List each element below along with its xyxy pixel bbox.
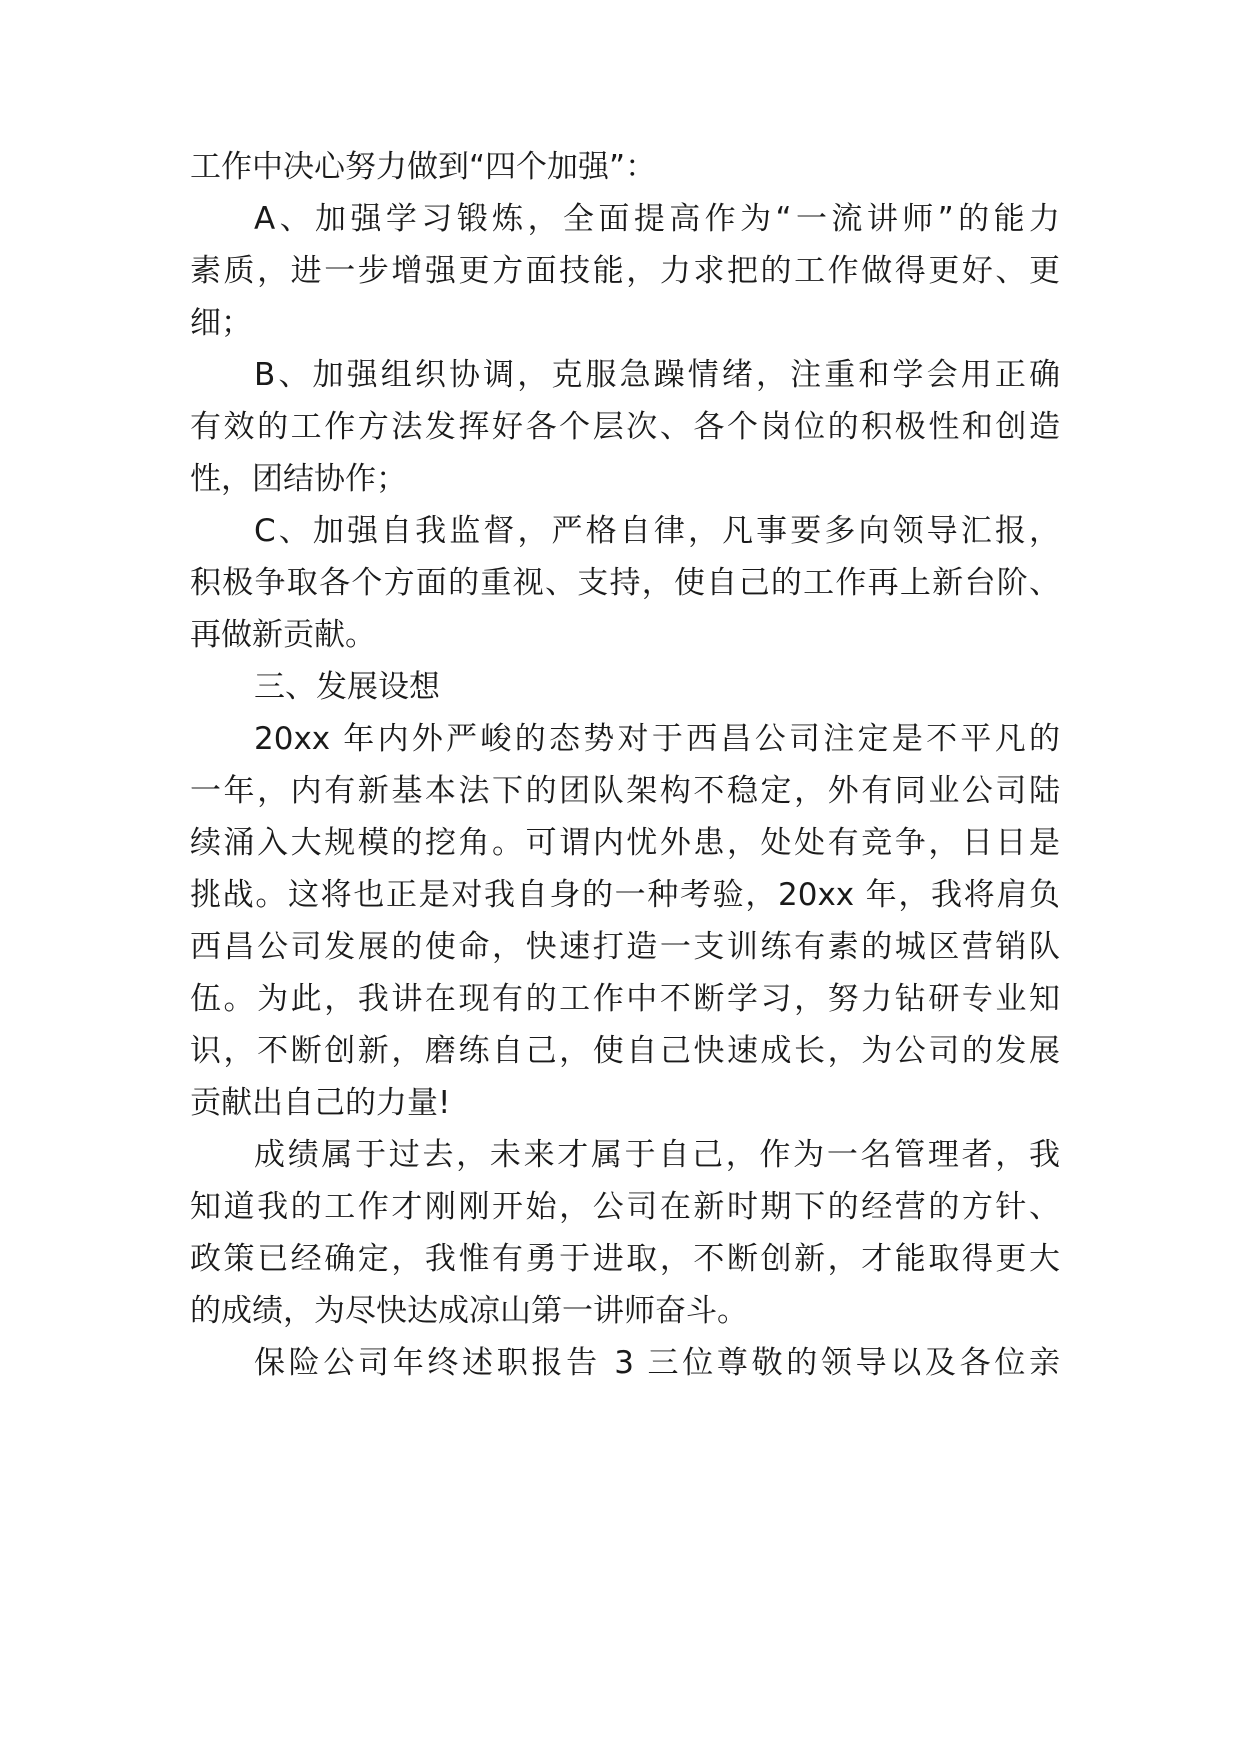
- text-line: 政策已经确定，我惟有勇于进取，不断创新，才能取得更大: [190, 1241, 1060, 1277]
- text-line: 性，团结协作；: [190, 461, 407, 497]
- text-line: 细；: [190, 305, 252, 341]
- text-line: 知道我的工作才刚刚开始，公司在新时期下的经营的方针、: [190, 1189, 1060, 1225]
- text-line: 挑战。这将也正是对我自身的一种考验，20xx 年，我将肩负: [190, 877, 1060, 913]
- text-line: 成绩属于过去，未来才属于自己，作为一名管理者，我: [254, 1137, 1060, 1173]
- text-line: 素质，进一步增强更方面技能，力求把的工作做得更好、更: [190, 253, 1060, 289]
- text-line: C、加强自我监督，严格自律，凡事要多向领导汇报，: [254, 513, 1060, 549]
- text-line: 保险公司年终述职报告 3 三位尊敬的领导以及各位亲: [254, 1345, 1060, 1381]
- section-heading: 三、发展设想: [254, 669, 440, 705]
- text-line: 续涌入大规模的挖角。可谓内忧外患，处处有竞争，日日是: [190, 825, 1060, 861]
- text-line: 伍。为此，我讲在现有的工作中不断学习，努力钻研专业知: [190, 981, 1060, 1017]
- text-line: 积极争取各个方面的重视、支持，使自己的工作再上新台阶、: [190, 565, 1060, 601]
- text-line: 工作中决心努力做到“四个加强”：: [190, 149, 657, 185]
- text-line: B、加强组织协调，克服急躁情绪，注重和学会用正确: [254, 357, 1060, 393]
- text-line: 贡献出自己的力量!: [190, 1085, 451, 1121]
- text-line: 西昌公司发展的使命，快速打造一支训练有素的城区营销队: [190, 929, 1060, 965]
- text-line: 再做新贡献。: [190, 617, 376, 653]
- text-line: 的成绩，为尽快达成凉山第一讲师奋斗。: [190, 1293, 748, 1329]
- text-line: 20xx 年内外严峻的态势对于西昌公司注定是不平凡的: [254, 721, 1060, 757]
- text-line: 一年，内有新基本法下的团队架构不稳定，外有同业公司陆: [190, 773, 1060, 809]
- text-line: 有效的工作方法发挥好各个层次、各个岗位的积极性和创造: [190, 409, 1060, 445]
- text-line: 识，不断创新，磨练自己，使自己快速成长，为公司的发展: [190, 1033, 1060, 1069]
- text-line: A、加强学习锻炼，全面提高作为“一流讲师”的能力: [254, 201, 1060, 237]
